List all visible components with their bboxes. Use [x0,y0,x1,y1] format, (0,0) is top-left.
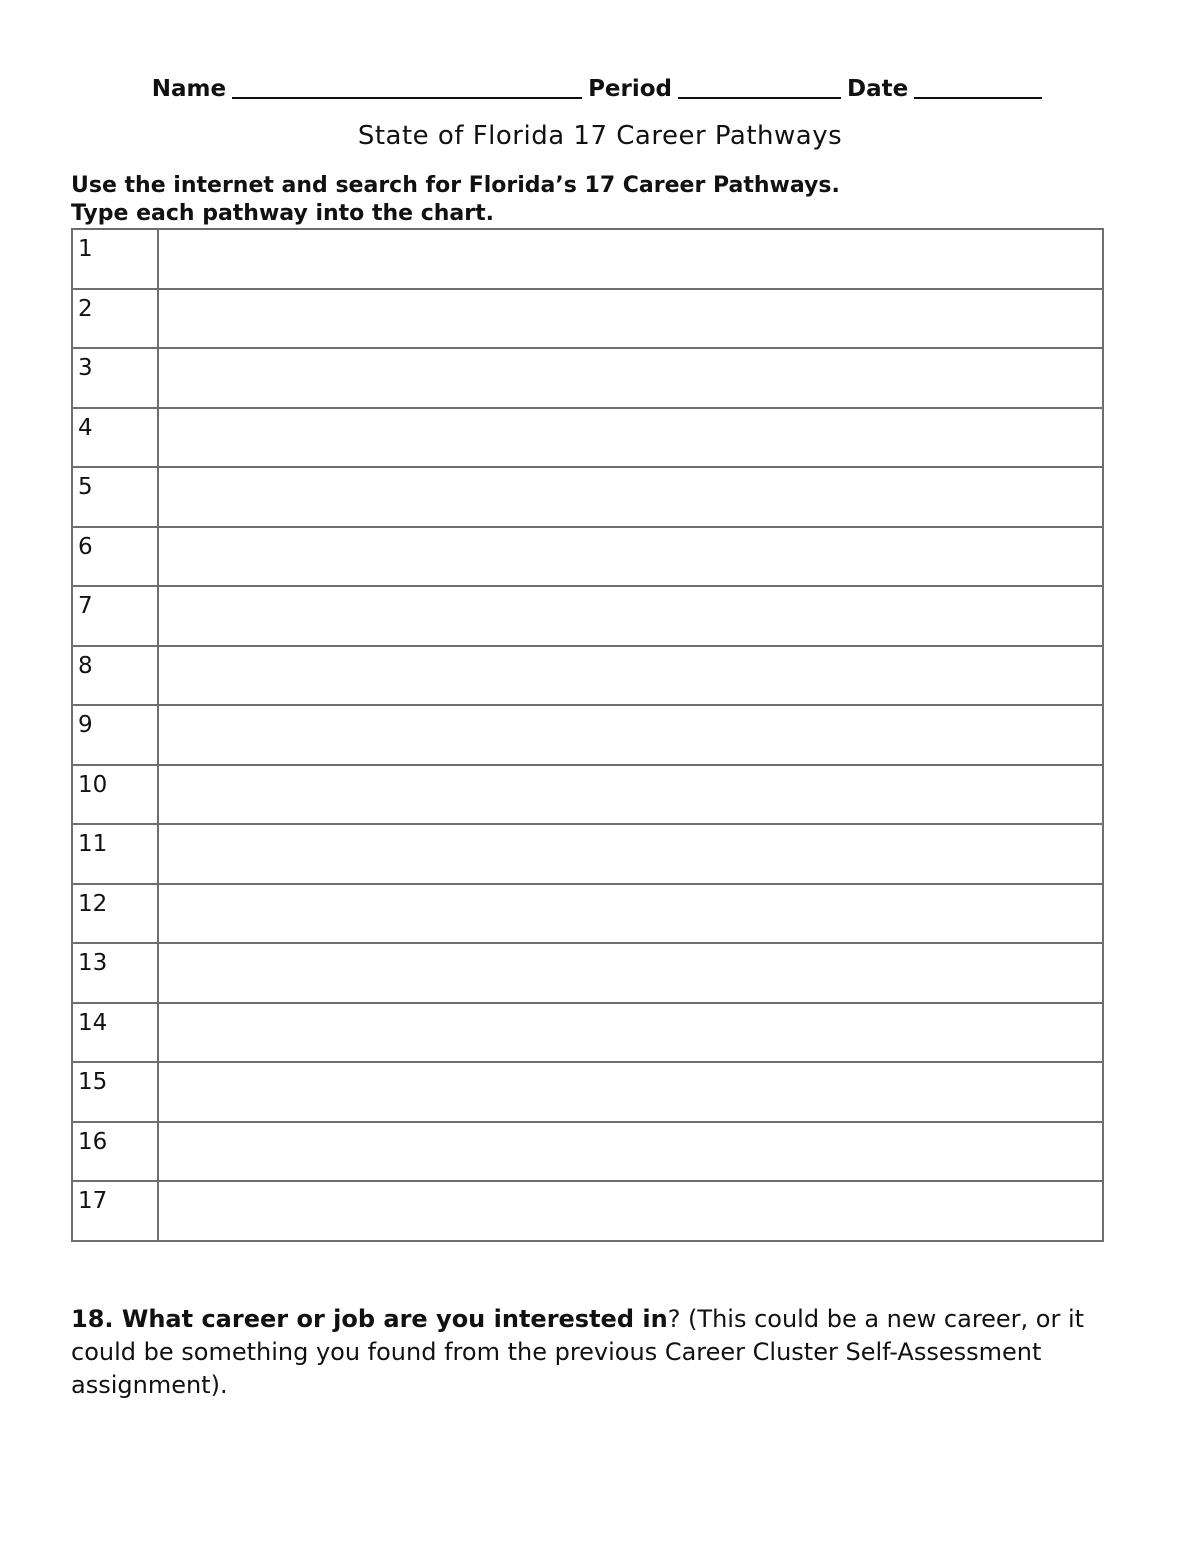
table-row [72,1003,1103,1063]
row-number: 11 [72,824,158,884]
pathway-answer-cell[interactable] [158,289,1103,349]
row-number: 4 [72,408,158,468]
date-blank[interactable] [914,73,1042,99]
student-info-line [0,70,1200,102]
pathway-answer-cell[interactable] [158,943,1103,1003]
pathway-answer-cell[interactable] [158,1062,1103,1122]
pathway-answer-cell[interactable] [158,586,1103,646]
pathway-answer-cell[interactable] [158,1003,1103,1063]
row-number: 12 [72,884,158,944]
pathways-table [71,228,1104,1242]
pathway-answer-cell[interactable] [158,824,1103,884]
row-number: 10 [72,765,158,825]
row-number: 2 [72,289,158,349]
pathway-answer-cell[interactable] [158,408,1103,468]
period-blank[interactable] [678,73,841,99]
table-row [72,586,1103,646]
date-label: Date [847,76,909,102]
table-row [72,467,1103,527]
table-row [72,348,1103,408]
row-number: 16 [72,1122,158,1182]
instructions [71,172,1121,228]
row-number: 13 [72,943,158,1003]
pathway-answer-cell[interactable] [158,1122,1103,1182]
table-row [72,1122,1103,1182]
name-label: Name [151,76,227,102]
table-row [72,1062,1103,1122]
pathway-answer-cell[interactable] [158,765,1103,825]
pathway-answer-cell[interactable] [158,884,1103,944]
table-row [72,527,1103,587]
question-18-prompt: 18. What career or job are you interested in [71,1305,668,1333]
row-number: 7 [72,586,158,646]
row-number: 1 [72,229,158,289]
row-number: 17 [72,1181,158,1241]
row-number: 6 [72,527,158,587]
row-number: 14 [72,1003,158,1063]
instruction-line-2: Type each pathway into the chart. [71,201,494,226]
name-blank[interactable] [232,73,582,99]
row-number: 5 [72,467,158,527]
table-row [72,943,1103,1003]
pathway-answer-cell[interactable] [158,229,1103,289]
row-number: 9 [72,705,158,765]
pathway-answer-cell[interactable] [158,646,1103,706]
table-row [72,824,1103,884]
pathway-answer-cell[interactable] [158,705,1103,765]
table-row [72,765,1103,825]
row-number: 8 [72,646,158,706]
period-label: Period [588,76,673,102]
table-row [72,646,1103,706]
table-row [72,289,1103,349]
table-row [72,408,1103,468]
table-row [72,705,1103,765]
question-18-note: ? (This could be a new career, or it could be something you found from the previous Career Cluster Self-Assessment assignment). [71,1305,1085,1399]
pathway-answer-cell[interactable] [158,348,1103,408]
pathway-answer-cell[interactable] [158,527,1103,587]
row-number: 3 [72,348,158,408]
table-row [72,229,1103,289]
instruction-line-1: Use the internet and search for Florida’s 17 Career Pathways. [71,173,840,198]
question-18 [71,1303,1141,1402]
table-row [72,884,1103,944]
page-title: State of Florida 17 Career Pathways [357,121,843,151]
pathway-answer-cell[interactable] [158,1181,1103,1241]
table-row [72,1181,1103,1241]
row-number: 15 [72,1062,158,1122]
pathway-answer-cell[interactable] [158,467,1103,527]
